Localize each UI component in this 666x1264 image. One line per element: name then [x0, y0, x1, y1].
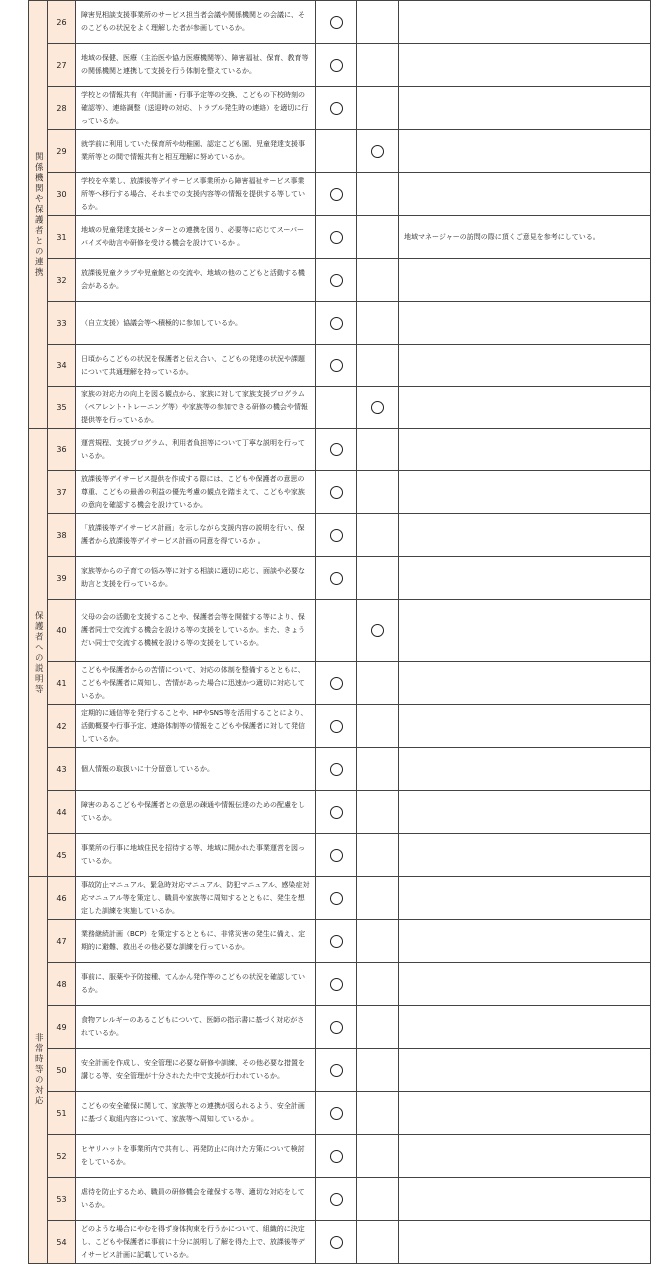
- question-text: [75, 1005, 316, 1049]
- answer-no-cell: [356, 215, 399, 259]
- comment-text: 地域マネージャーの訪問の際に頂くご意見を参考にしている。: [404, 233, 600, 241]
- question-text: [75, 215, 316, 259]
- comment-cell: [398, 301, 651, 345]
- item-number: 44: [47, 790, 76, 834]
- comment-cell: [398, 1220, 651, 1264]
- answer-no-cell: [356, 129, 399, 173]
- comment-cell: [398, 513, 651, 557]
- comment-cell: [398, 428, 651, 471]
- answer-yes-cell: [315, 833, 357, 877]
- item-number: 29: [47, 129, 76, 173]
- question-text-content: 事業所の行事に地域住民を招待する等、地域に開かれた事業運営を図っているか。: [81, 844, 305, 865]
- answer-yes-cell: [315, 470, 357, 514]
- question-text-content: ヒヤリハットを事業所内で共有し、再発防止に向けた方策について検討をしているか。: [81, 1145, 305, 1166]
- question-text: [75, 1177, 316, 1221]
- answer-yes-cell: [315, 919, 357, 963]
- question-text-content: こどもや保護者からの苦情について、対応の体制を整備するとともに、こどもや保護者に周知し、苦情があった場合に迅速かつ適切に対応しているか。: [81, 665, 305, 700]
- question-text-content: 個人情報の取扱いに十分留意しているか。: [81, 764, 214, 773]
- comment-cell: [398, 962, 651, 1006]
- question-text-content: 学校を卒業し、放課後等デイサービス事業所から障害福祉サービス事業所等へ移行する場合、それまでの支援内容等の情報を提供する等しているか。: [81, 176, 305, 211]
- answer-yes-cell: [315, 704, 357, 748]
- item-number: 50: [47, 1048, 76, 1092]
- answer-no-cell: [356, 428, 399, 471]
- evaluation-table: [28, 0, 650, 1258]
- item-number: 47: [47, 919, 76, 963]
- question-text-content: 放課後児童クラブや児童館との交流や、地域の他のこどもと活動する機会があるか。: [81, 269, 305, 290]
- question-text: [75, 833, 316, 877]
- answer-yes-cell: [315, 962, 357, 1006]
- answer-yes-cell: [315, 428, 357, 471]
- item-number: 38: [47, 513, 76, 557]
- comment-cell: [398, 344, 651, 387]
- item-number: 36: [47, 428, 76, 471]
- comment-cell: [398, 790, 651, 834]
- comment-cell: [398, 1048, 651, 1092]
- question-text-content: 日頃からこどもの状況を保護者と伝え合い、こどもの発達の状況や課題について共通理解を持っているか。: [81, 354, 305, 376]
- item-number: 43: [47, 747, 76, 791]
- answer-no-cell: [356, 919, 399, 963]
- answer-yes-cell: [315, 747, 357, 791]
- question-text: [75, 876, 316, 920]
- answer-no-cell: [356, 556, 399, 600]
- answer-yes-cell: [315, 876, 357, 920]
- question-text: [75, 513, 316, 557]
- answer-yes-cell: [315, 556, 357, 600]
- question-text: [75, 129, 316, 173]
- item-number: 41: [47, 661, 76, 705]
- answer-no-cell: [356, 1220, 399, 1264]
- answer-no-cell: [356, 386, 399, 429]
- circle-mark-icon: [330, 935, 343, 948]
- answer-yes-cell: [315, 1005, 357, 1049]
- question-text: [75, 1048, 316, 1092]
- answer-no-cell: [356, 1177, 399, 1221]
- question-text-content: 虐待を防止するため、職員の研修機会を確保する等、適切な対応をしているか。: [81, 1188, 305, 1209]
- comment-cell: [398, 172, 651, 216]
- circle-mark-icon: [330, 16, 343, 29]
- question-text-content: （自立支援）協議会等へ積極的に参加しているか。: [81, 318, 242, 327]
- comment-cell: [398, 386, 651, 429]
- question-text: [75, 386, 316, 429]
- comment-cell: [398, 1177, 651, 1221]
- circle-mark-icon: [330, 359, 343, 372]
- question-text-content: 家族等からの子育ての悩み等に対する相談に適切に応じ、面談や必要な助言と支援を行っているか。: [81, 567, 305, 588]
- answer-yes-cell: [315, 386, 357, 429]
- question-text: [75, 428, 316, 471]
- question-text: [75, 301, 316, 345]
- question-text: [75, 258, 316, 302]
- answer-no-cell: [356, 86, 399, 130]
- question-text: [75, 470, 316, 514]
- question-text-content: 定期的に通信等を発行することや、HPやSNS等を活用することにより、活動概要や行事予定、連絡体制等の情報をこどもや保護者に対して発信しているか。: [81, 708, 308, 743]
- question-text-content: 学校との情報共有（年間計画・行事予定等の交換、こどもの下校時刻の確認等）、連絡調整（送迎時の対応、トラブル発生時の連絡）を適切に行っているか。: [81, 90, 309, 125]
- question-text: [75, 1220, 316, 1264]
- answer-no-cell: [356, 1091, 399, 1135]
- question-text: [75, 747, 316, 791]
- question-text-content: 食物アレルギーのあるこどもについて、医師の指示書に基づく対応がされているか。: [81, 1016, 305, 1037]
- question-text-content: 放課後等デイサービス提供を作成する際には、こどもや保護者の意思の尊重、こどもの最善の利益の優先考慮の観点を踏まえて、こどもや家族の意向を確認する機会を設けているか。: [81, 474, 305, 509]
- answer-yes-cell: [315, 86, 357, 130]
- item-number: 42: [47, 704, 76, 748]
- circle-mark-icon: [330, 188, 343, 201]
- answer-yes-cell: [315, 513, 357, 557]
- question-text: [75, 43, 316, 87]
- answer-yes-cell: [315, 172, 357, 216]
- circle-mark-icon: [330, 1193, 343, 1206]
- answer-yes-cell: [315, 301, 357, 345]
- item-number: 52: [47, 1134, 76, 1178]
- answer-no-cell: [356, 301, 399, 345]
- answer-no-cell: [356, 344, 399, 387]
- answer-yes-cell: [315, 129, 357, 173]
- comment-cell: [398, 599, 651, 662]
- category-label: 関係機関や保護者との連携: [33, 151, 44, 278]
- answer-no-cell: [356, 599, 399, 662]
- question-text-content: 事前に、服薬や予防接種、てんかん発作等のこどもの状況を確認しているか。: [81, 973, 305, 994]
- answer-no-cell: [356, 0, 399, 44]
- answer-yes-cell: [315, 661, 357, 705]
- question-text-content: 就学前に利用していた保育所や幼稚園、認定こども園、児童発達支援事業所等との間で情報共有と相互理解に努めているか。: [81, 140, 305, 161]
- item-number: 40: [47, 599, 76, 662]
- question-text-content: こどもの安全確保に関して、家族等との連携が図られるよう、安全計画に基づく取組内容について、家族等へ周知しているか 。: [81, 1102, 305, 1123]
- circle-mark-icon: [330, 529, 343, 542]
- comment-cell: [398, 1091, 651, 1135]
- comment-cell: [398, 704, 651, 748]
- answer-no-cell: [356, 1048, 399, 1092]
- question-text-content: 「放課後等デイサービス計画」を示しながら支援内容の説明を行い、保護者から放課後等デイサービス計画の同意を得ているか 。: [81, 524, 305, 545]
- question-text: [75, 344, 316, 387]
- comment-cell: [398, 1134, 651, 1178]
- question-text: [75, 1091, 316, 1135]
- comment-cell: [398, 258, 651, 302]
- answer-yes-cell: [315, 1091, 357, 1135]
- item-number: 34: [47, 344, 76, 387]
- item-number: 48: [47, 962, 76, 1006]
- circle-mark-icon: [371, 145, 384, 158]
- answer-yes-cell: [315, 43, 357, 87]
- circle-mark-icon: [330, 720, 343, 733]
- question-text-content: 地域の児童発達支援センターとの連携を図り、必要等に応じてスーパーバイズや助言や研修を受ける機会を設けているか 。: [81, 226, 305, 247]
- circle-mark-icon: [371, 401, 384, 414]
- answer-yes-cell: [315, 1177, 357, 1221]
- question-text-content: どのような場合にやむを得ず身体拘束を行うかについて、組織的に決定し、こどもや保護者に事前に十分に説明し了解を得た上で、放課後等デイサービス計画に記載しているか。: [81, 1224, 305, 1259]
- item-number: 54: [47, 1220, 76, 1264]
- comment-cell: [398, 833, 651, 877]
- circle-mark-icon: [330, 1064, 343, 1077]
- item-number: 45: [47, 833, 76, 877]
- comment-cell: [398, 1005, 651, 1049]
- question-text-content: 家族の対応力の向上を図る観点から、家族に対して家族支援プログラム（ペアレント･トレーニング等）や家族等の参加できる研修の機会や情報提供等を行っているか。: [81, 390, 308, 424]
- item-number: 39: [47, 556, 76, 600]
- circle-mark-icon: [330, 231, 343, 244]
- item-number: 31: [47, 215, 76, 259]
- circle-mark-icon: [330, 677, 343, 690]
- comment-cell: [398, 919, 651, 963]
- circle-mark-icon: [330, 102, 343, 115]
- category-label: 非常時等の対応: [33, 1033, 44, 1107]
- item-number: 37: [47, 470, 76, 514]
- answer-yes-cell: [315, 215, 357, 259]
- answer-no-cell: [356, 1134, 399, 1178]
- comment-cell: [398, 129, 651, 173]
- answer-no-cell: [356, 962, 399, 1006]
- circle-mark-icon: [330, 763, 343, 776]
- circle-mark-icon: [330, 1236, 343, 1249]
- category-label: 保護者への説明等: [33, 610, 44, 695]
- answer-no-cell: [356, 661, 399, 705]
- circle-mark-icon: [330, 274, 343, 287]
- answer-no-cell: [356, 172, 399, 216]
- question-text: [75, 919, 316, 963]
- circle-mark-icon: [330, 443, 343, 456]
- item-number: 53: [47, 1177, 76, 1221]
- circle-mark-icon: [330, 486, 343, 499]
- question-text: [75, 556, 316, 600]
- comment-cell: [398, 470, 651, 514]
- circle-mark-icon: [330, 572, 343, 585]
- answer-yes-cell: [315, 1134, 357, 1178]
- circle-mark-icon: [330, 1150, 343, 1163]
- circle-mark-icon: [330, 892, 343, 905]
- comment-cell: [398, 0, 651, 44]
- circle-mark-icon: [371, 624, 384, 637]
- question-text: [75, 172, 316, 216]
- answer-no-cell: [356, 876, 399, 920]
- circle-mark-icon: [330, 1107, 343, 1120]
- circle-mark-icon: [330, 978, 343, 991]
- answer-yes-cell: [315, 0, 357, 44]
- circle-mark-icon: [330, 59, 343, 72]
- comment-cell: [398, 747, 651, 791]
- question-text: [75, 704, 316, 748]
- circle-mark-icon: [330, 1021, 343, 1034]
- question-text-content: 業務継続計画（BCP）を策定するとともに、非常災害の発生に備え、定期的に避難、救出その他必要な訓練を行っているか。: [81, 930, 306, 951]
- item-number: 30: [47, 172, 76, 216]
- answer-yes-cell: [315, 599, 357, 662]
- question-text-content: 父母の会の活動を支援することや、保護者会等を開催する等により、保護者同士で交流する機会を設ける等の支援をしているか。また、きょうだい同士で交流する機械を設ける等の支援をしているか。: [81, 613, 305, 647]
- item-number: 35: [47, 386, 76, 429]
- item-number: 27: [47, 43, 76, 87]
- question-text-content: 障害児相談支援事業所のサービス担当者会議や関係機関との会議に、そのこどもの状況をよく理解した者が参画しているか。: [81, 11, 305, 32]
- comment-cell: [398, 556, 651, 600]
- answer-no-cell: [356, 1005, 399, 1049]
- question-text-content: 安全計画を作成し、安全管理に必要な研修や訓練、その他必要な措置を講じる等、安全管理が十分されたた中で支援が行われているか。: [81, 1059, 305, 1080]
- category-cell: [28, 0, 48, 429]
- question-text: [75, 86, 316, 130]
- question-text: [75, 962, 316, 1006]
- comment-cell: [398, 215, 651, 259]
- question-text: [75, 661, 316, 705]
- answer-yes-cell: [315, 344, 357, 387]
- question-text: [75, 599, 316, 662]
- comment-cell: [398, 43, 651, 87]
- answer-no-cell: [356, 704, 399, 748]
- item-number: 26: [47, 0, 76, 44]
- question-text-content: 事故防止マニュアル、緊急時対応マニュアル、防犯マニュアル、感染症対応マニュアル等を策定し、職員や家族等に周知するとともに、発生を想定した訓練を実施しているか。: [81, 880, 310, 915]
- answer-no-cell: [356, 790, 399, 834]
- item-number: 33: [47, 301, 76, 345]
- item-number: 32: [47, 258, 76, 302]
- answer-yes-cell: [315, 1220, 357, 1264]
- item-number: 51: [47, 1091, 76, 1135]
- question-text: [75, 790, 316, 834]
- question-text-content: 運営規程、支援プログラム、利用者負担等について丁寧な説明を行っているか。: [81, 438, 305, 460]
- answer-no-cell: [356, 833, 399, 877]
- item-number: 49: [47, 1005, 76, 1049]
- question-text-content: 地域の保健、医療（主治医や協力医療機関等）、障害福祉、保育、教育等の関係機関と連携して支援を行う体制を整えているか。: [81, 54, 309, 75]
- item-number: 46: [47, 876, 76, 920]
- answer-no-cell: [356, 258, 399, 302]
- category-cell: [28, 876, 48, 1264]
- answer-yes-cell: [315, 790, 357, 834]
- answer-yes-cell: [315, 258, 357, 302]
- comment-cell: [398, 86, 651, 130]
- question-text: [75, 1134, 316, 1178]
- answer-no-cell: [356, 470, 399, 514]
- comment-cell: [398, 661, 651, 705]
- item-number: 28: [47, 86, 76, 130]
- answer-no-cell: [356, 747, 399, 791]
- comment-cell: [398, 876, 651, 920]
- answer-yes-cell: [315, 1048, 357, 1092]
- answer-no-cell: [356, 43, 399, 87]
- circle-mark-icon: [330, 849, 343, 862]
- circle-mark-icon: [330, 317, 343, 330]
- answer-no-cell: [356, 513, 399, 557]
- category-cell: [28, 428, 48, 877]
- question-text-content: 障害のあるこどもや保護者との意思の疎通や情報伝達のための配慮をしているか。: [81, 801, 305, 822]
- question-text: [75, 0, 316, 44]
- circle-mark-icon: [330, 806, 343, 819]
